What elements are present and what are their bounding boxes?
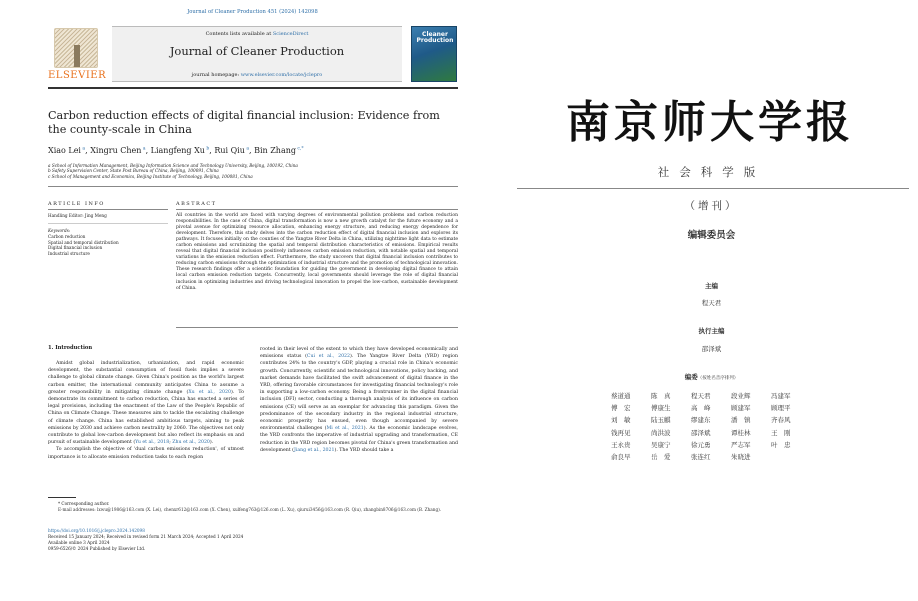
member-name: 陆玉麒 — [651, 416, 671, 425]
keyword: Carbon reduction — [48, 234, 86, 239]
received-dates: Received 15 January 2024; Received in revised form 21 March 2024; Accepted 1 April 2024 — [48, 534, 244, 539]
paragraph: Amidst global industrialization, urbanization, and rapid economic development, the substantial consumption of fossil fuels implies a severe challenge to global climate change. Given China's position as the world's largest carbon emitter, the international community anticipates China to assume a greater responsibility in mitigating climate change (Xu et al., 2020). To demonstrate its commitment to carbon reduction, China has enacted a series of legal provisions, including the enactment of the Law of the People's Republic of China on Climate Change. These measures aim to tackle the escalating challenge of climate change. China has established ambitious targets, aiming to peak emissions by 2030 and achieve carbon neutrality by 2060. The objectives not only contribute to global low-carbon development but also reflect its emphasis on and pursuit of sustainable development (Yu et al., 2018; Zhu et al., 2020). — [48, 361, 244, 446]
citation-link[interactable]: Jiang et al., 2021 — [293, 447, 335, 453]
member-name: 吴康宁 — [651, 440, 671, 449]
journal-masthead-page — [505, 0, 918, 601]
author-affiliation-marker[interactable]: b — [204, 146, 210, 152]
keyword: Spatial and temporal distribution — [48, 239, 119, 245]
board-members-label — [505, 372, 918, 381]
affiliations — [48, 163, 448, 179]
member-name: 顾理平 — [771, 403, 791, 412]
member-name: 尚洪波 — [651, 428, 671, 437]
member-name: 叶 忠 — [771, 440, 791, 449]
member-name: 王永贵 — [611, 440, 631, 449]
introduction-heading: 1. Introduction — [48, 345, 93, 351]
divider — [48, 209, 168, 210]
publication-info — [48, 528, 458, 552]
edition-subtitle: 社会科学版 — [657, 165, 766, 179]
author-name[interactable]: Bin Zhang — [254, 146, 296, 155]
citation-link[interactable]: Cui et al., 2022 — [306, 354, 351, 360]
member-name: 钱再见 — [611, 428, 631, 437]
journal-banner — [112, 26, 402, 82]
member-name: 齐春风 — [771, 416, 791, 425]
members-row — [611, 414, 811, 426]
journal-cover-thumbnail[interactable] — [411, 26, 457, 82]
chief-editor-label: 主编 — [705, 282, 718, 290]
divider — [48, 223, 168, 224]
member-name: 缪建东 — [691, 416, 711, 425]
intro-column-2 — [260, 346, 458, 454]
author-name[interactable]: Liangfeng Xu — [150, 146, 205, 155]
author-list: Xiao Lei $^a$, Xingru Chen $^a$, Liangfeng Xu $^b$, Rui Qiu $^a$, Bin Zhang $^{c,*}$ — [48, 146, 304, 155]
footnote-rule — [48, 497, 76, 498]
members-row — [611, 401, 811, 413]
member-name: 谭桂林 — [731, 428, 751, 437]
member-name: 刘 敏 — [611, 416, 631, 425]
member-name: 高 峰 — [691, 403, 711, 412]
journal-header — [48, 26, 458, 82]
divider — [517, 188, 909, 189]
available-online: Available online 3 April 2024 — [48, 540, 110, 545]
header-rule — [48, 87, 458, 89]
paragraph: rooted in their level of the extent to which they have developed economically and emissions status (Cui et al., 2022). The Yangtze River Delta (YRD) region contributes 24% to the country's GDP, playing a crucial role in China's economic growth. Concurrently, scientific and technological innovations, policy backing, and market demands have facilitated the swift advancement of digital finance in the YRD, offering favorable circumstances for investigating financial technology's role in supporting a low-carbon economy. Being a frontrunner in the digital financial inclusion (DFI) sector, conducting a thorough analysis of its influence on carbon emissions (CE) will serve as an exemplar for advancing this paradigm. Given the predominance of the secondary industry in the regional industrial structure, economic prosperity has ensued, even though accompanied by severe environmental challenges (Mi et al., 2021). As the economic landscape evolves, the YRD confronts the imperative of industrial upgrading and transformation, CE reduction in the YRD region becomes pivotal for China's green transformation and development (Jiang et al., 2021). The YRD should take a — [260, 347, 458, 453]
member-name: 王 刚 — [771, 428, 791, 437]
sciencedirect-link[interactable]: ScienceDirect — [272, 31, 309, 37]
journal-calligraphy-title: 南京师大学报 — [566, 97, 854, 148]
member-name: 顾建军 — [731, 403, 751, 412]
affiliation: b Safety Supervision Center, State Post Bureau of China, Beijing, 100091, China — [48, 168, 219, 174]
board-members-grid — [611, 389, 811, 463]
divider — [48, 186, 458, 187]
cover-title: Cleaner Production — [416, 31, 454, 44]
homepage-prefix: journal homepage: — [191, 72, 241, 78]
member-name: 邵泽斌 — [691, 428, 711, 437]
keyword: Digital financial inclusion — [48, 245, 103, 250]
divider — [176, 327, 458, 328]
member-name: 张连红 — [691, 453, 711, 462]
contents-prefix: Contents lists available at — [205, 31, 273, 37]
paper-title: Carbon reduction effects of digital financial inclusion: Evidence from the county-scale in China — [48, 109, 440, 136]
journal-title: Journal of Cleaner Production — [169, 44, 345, 58]
member-name: 傅 宏 — [611, 403, 631, 412]
member-name: 段业辉 — [731, 391, 751, 400]
member-name: 岳 爱 — [651, 453, 671, 462]
supplement-label: （增刊） — [684, 200, 739, 212]
member-name: 俞良早 — [611, 453, 631, 462]
divider — [176, 209, 458, 210]
author-affiliation-marker[interactable]: a — [244, 146, 250, 152]
citation-link[interactable]: Zhu et al., 2020 — [172, 440, 210, 446]
member-name: 潘 镇 — [731, 416, 751, 425]
executive-editor-label: 执行主编 — [698, 327, 725, 335]
intro-column-1 — [48, 360, 244, 461]
elsevier-logo — [48, 26, 106, 82]
affiliation: a School of Information Management, Beijing Information Science and Technology University, Beijing, 100192, China — [48, 163, 298, 168]
affiliation: c School of Management and Economics, Beijing Institute of Technology, Beijing, 100081, China — [48, 173, 253, 179]
author-name[interactable]: Xiao Lei — [48, 146, 81, 155]
abstract-heading: ABSTRACT — [176, 201, 217, 207]
keyword: Industrial structure — [48, 250, 90, 256]
chief-editor-name: 程天君 — [701, 299, 722, 307]
members-row — [611, 426, 811, 438]
keywords-heading: Keywords: — [48, 228, 71, 233]
members-row — [611, 438, 811, 450]
member-name: 傅康生 — [651, 403, 671, 412]
member-name: 陈 真 — [651, 391, 671, 400]
member-name: 蔡道通 — [611, 391, 631, 400]
members-row — [611, 450, 811, 462]
contents-line — [112, 31, 402, 37]
member-name: 程天君 — [691, 391, 711, 400]
author-affiliation-marker[interactable]: c,* — [296, 146, 304, 152]
members-row — [611, 389, 811, 401]
corresponding-author-note: * Corresponding author. — [58, 501, 110, 506]
members-note: （按姓名音序排列） — [697, 376, 739, 381]
members-label: 编委 — [684, 373, 698, 381]
publisher-name: ELSEVIER — [48, 70, 107, 81]
homepage-line — [112, 72, 402, 78]
citation-link[interactable]: Yu et al., 2018 — [135, 440, 170, 446]
email-addresses[interactable]: E-mail addresses: lxwu@1986@163.com (X. Lei), chenxr612@163.com (X. Chen), xulfeng763@126.com (L. Xu), qiurui3456@163.com (R. Qiu), zhangbin8706@163.com (B. Zhang). — [58, 506, 442, 512]
member-name: 徐元勇 — [691, 440, 711, 449]
homepage-link[interactable]: www.elsevier.com/locate/jclepro — [240, 72, 323, 78]
abstract-text: All countries in the world are faced with varying degrees of environmental pollution problems and carbon reduction responsibilities. In the case of China, digital transformation is now a new growth catalyst for the future economy and a pivotal avenue for optimizing resource allocation, enhancing energy structure, and reducing energy dependence for development. Therefore, this study delves into the carbon reduction effect of digital financial inclusion and explores its pathways. It focuses initially on the counties of the Yangtze River Delta in China, utilizing nighttime light data to estimate carbon emissions and scrutinizing the spatial and temporal distribution characteristics of emissions. Empirical results reveal that digital financial inclusion positively influences carbon emission reduction, with notable spatial and temporal variations in the emission reduction effect. Furthermore, the study uncovers that digital financial inclusion contributes to reducing carbon emissions through the optimization of industrial structure and the promotion of technological innovation. These research findings offer a scientific foundation for guiding the government in developing digital finance to attain local carbon emission reduction targets. Concurrently, local governments should leverage the role of digital financial inclusion in optimizing industries and driving technological innovation to propel the low-carbon, sustainable development of China. — [176, 213, 458, 291]
article-info-heading: ARTICLE INFO — [48, 201, 105, 207]
elsevier-tree-icon — [54, 28, 98, 68]
author-name[interactable]: Xingru Chen — [90, 146, 142, 155]
citation-link[interactable]: Mi et al., 2021 — [326, 426, 364, 432]
author-affiliation-marker[interactable]: a — [81, 146, 86, 152]
member-name: 严志军 — [731, 440, 751, 449]
member-name: 朱晓进 — [731, 453, 751, 462]
citation-link[interactable]: Xu et al., 2020 — [188, 389, 231, 395]
member-name: 冯建军 — [771, 391, 791, 400]
editorial-board-title: 编辑委员会 — [687, 230, 736, 241]
journal-reference-link[interactable]: Journal of Cleaner Production 451 (2024) 142098 — [187, 9, 318, 15]
copyright: 0959-6526/© 2024 Published by Elsevier Ltd. — [48, 546, 146, 551]
footnotes — [48, 501, 458, 513]
author-affiliation-marker[interactable]: a — [141, 146, 146, 152]
paragraph: To accomplish the objective of 'dual carbon emissions reduction', of utmost importance is to allocate emission reduction tasks to each region — [48, 447, 244, 460]
executive-editor-name: 邵泽斌 — [701, 345, 722, 353]
doi-link[interactable]: https://doi.org/10.1016/j.jclepro.2024.142098 — [48, 528, 145, 533]
handling-editor: Handling Editor: Jing Meng — [48, 213, 107, 218]
author-name[interactable]: Rui Qiu — [214, 146, 245, 155]
